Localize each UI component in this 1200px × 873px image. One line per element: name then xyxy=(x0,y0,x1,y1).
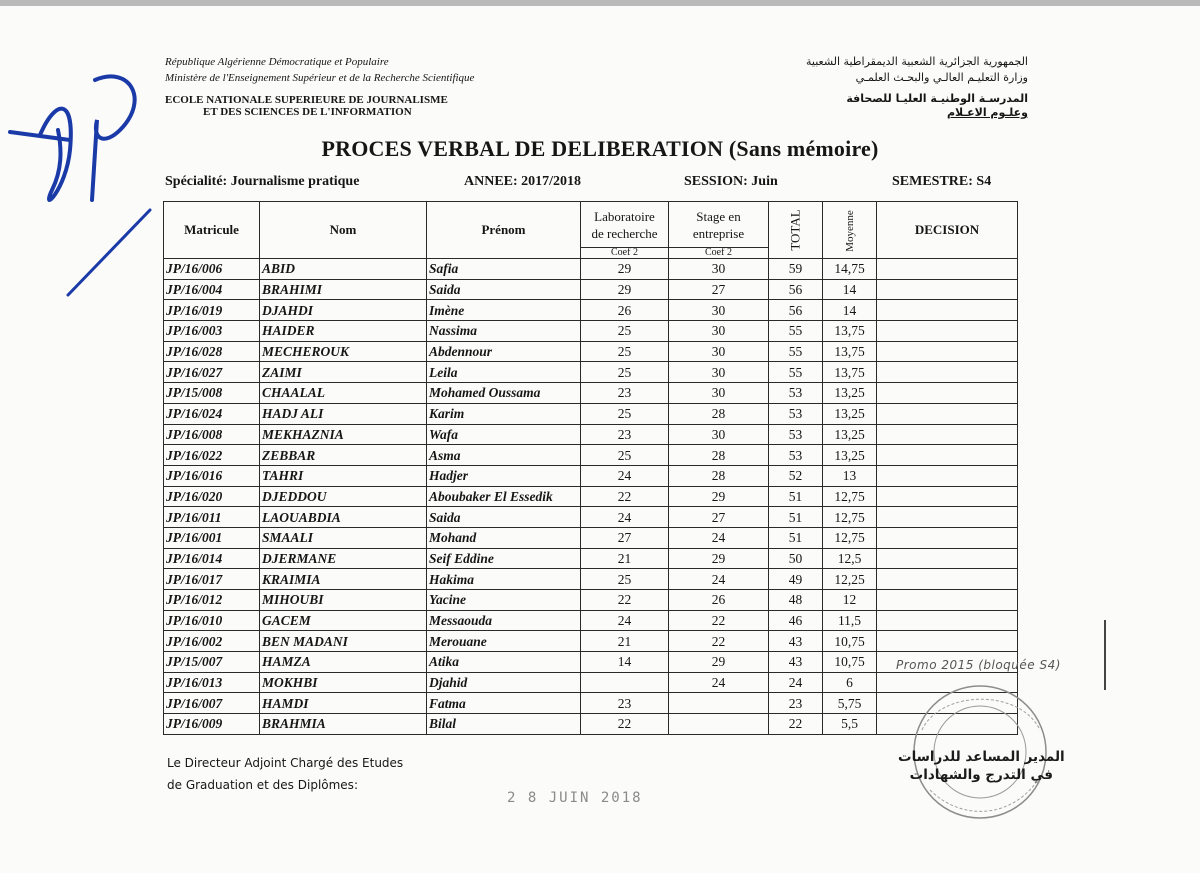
cell-moyenne: 14 xyxy=(823,300,877,321)
cell-labo: 26 xyxy=(581,300,669,321)
cell-total: 51 xyxy=(769,486,823,507)
col-nom: Nom xyxy=(260,202,427,259)
cell-moyenne: 12,25 xyxy=(823,569,877,590)
cell-labo: 29 xyxy=(581,279,669,300)
table-row xyxy=(164,321,1018,342)
school-name xyxy=(165,94,448,118)
cell-nom: MEKHAZNIA xyxy=(260,424,427,445)
cell-labo xyxy=(581,672,669,693)
table-row xyxy=(164,527,1018,548)
cell-stage: 24 xyxy=(669,672,769,693)
cell-matricule: JP/16/007 xyxy=(164,693,260,714)
cell-prenom: Abdennour xyxy=(427,341,581,362)
cell-moyenne: 10,75 xyxy=(823,652,877,673)
cell-prenom: Safia xyxy=(427,259,581,280)
cell-prenom: Atika xyxy=(427,652,581,673)
cell-matricule: JP/16/003 xyxy=(164,321,260,342)
footer-line-1: Le Directeur Adjoint Chargé des Etudes xyxy=(167,756,404,770)
cell-prenom: Seif Eddine xyxy=(427,548,581,569)
cell-matricule: JP/16/020 xyxy=(164,486,260,507)
cell-prenom: Bilal xyxy=(427,714,581,735)
table-row xyxy=(164,714,1018,735)
cell-decision xyxy=(877,548,1018,569)
cell-moyenne: 5,75 xyxy=(823,693,877,714)
signature-ar-line-1: المدير المساعد للدراسات xyxy=(898,749,1065,765)
specialite: Spécialité: Journalisme pratique xyxy=(165,174,360,189)
cell-total: 50 xyxy=(769,548,823,569)
cell-total: 24 xyxy=(769,672,823,693)
cell-stage: 26 xyxy=(669,590,769,611)
cell-stage xyxy=(669,714,769,735)
cell-decision xyxy=(877,321,1018,342)
table-row xyxy=(164,610,1018,631)
cell-nom: GACEM xyxy=(260,610,427,631)
cell-total: 55 xyxy=(769,341,823,362)
cell-labo: 25 xyxy=(581,341,669,362)
cell-stage: 27 xyxy=(669,507,769,528)
session: SESSION: Juin xyxy=(684,174,778,189)
cell-decision xyxy=(877,610,1018,631)
cell-labo: 21 xyxy=(581,548,669,569)
cell-labo: 23 xyxy=(581,693,669,714)
cell-decision xyxy=(877,300,1018,321)
cell-decision xyxy=(877,383,1018,404)
total-header: TOTAL xyxy=(787,209,803,251)
cell-labo: 24 xyxy=(581,465,669,486)
cell-nom: ABID xyxy=(260,259,427,280)
cell-total: 51 xyxy=(769,507,823,528)
cell-stage: 29 xyxy=(669,548,769,569)
labo-header-line-2: de recherche xyxy=(591,226,658,241)
cell-nom: LAOUABDIA xyxy=(260,507,427,528)
cell-prenom: Merouane xyxy=(427,631,581,652)
cell-stage: 22 xyxy=(669,610,769,631)
cell-labo: 21 xyxy=(581,631,669,652)
cell-prenom: Imène xyxy=(427,300,581,321)
cell-stage: 30 xyxy=(669,362,769,383)
cell-nom: CHAALAL xyxy=(260,383,427,404)
scan-top-edge xyxy=(0,0,1200,6)
table-row xyxy=(164,507,1018,528)
cell-matricule: JP/16/022 xyxy=(164,445,260,466)
cell-total: 52 xyxy=(769,465,823,486)
cell-decision xyxy=(877,507,1018,528)
cell-nom: BEN MADANI xyxy=(260,631,427,652)
cell-prenom: Asma xyxy=(427,445,581,466)
republic-line: République Algérienne Démocratique et Populaire xyxy=(165,56,389,68)
cell-stage: 28 xyxy=(669,445,769,466)
cell-matricule: JP/16/013 xyxy=(164,672,260,693)
labo-header-line-1: Laboratoire xyxy=(594,209,655,224)
footer-signatory xyxy=(167,752,403,796)
handwritten-jp-monogram xyxy=(0,40,170,310)
stage-header-line-2: entreprise xyxy=(692,226,745,241)
cell-prenom: Hadjer xyxy=(427,465,581,486)
cell-matricule: JP/16/028 xyxy=(164,341,260,362)
table-header-row xyxy=(164,202,1018,259)
cell-nom: DJAHDI xyxy=(260,300,427,321)
cell-nom: HAIDER xyxy=(260,321,427,342)
cell-matricule: JP/16/016 xyxy=(164,465,260,486)
cell-decision xyxy=(877,527,1018,548)
cell-stage: 29 xyxy=(669,486,769,507)
cell-prenom: Mohamed Oussama xyxy=(427,383,581,404)
cell-total: 53 xyxy=(769,424,823,445)
table-row xyxy=(164,569,1018,590)
cell-stage: 30 xyxy=(669,341,769,362)
semestre: SEMESTRE: S4 xyxy=(892,174,992,189)
cell-stage: 30 xyxy=(669,300,769,321)
cell-labo: 25 xyxy=(581,362,669,383)
cell-matricule: JP/16/019 xyxy=(164,300,260,321)
col-total xyxy=(769,202,823,259)
cell-nom: MIHOUBI xyxy=(260,590,427,611)
cell-total: 56 xyxy=(769,300,823,321)
cell-prenom: Djahid xyxy=(427,672,581,693)
cell-moyenne: 11,5 xyxy=(823,610,877,631)
table-row xyxy=(164,424,1018,445)
table-row xyxy=(164,362,1018,383)
cell-decision xyxy=(877,569,1018,590)
cell-labo: 23 xyxy=(581,424,669,445)
cell-labo: 25 xyxy=(581,569,669,590)
date-stamp: 2 8 JUIN 2018 xyxy=(507,790,643,806)
cell-prenom: Saida xyxy=(427,507,581,528)
school-line-2: ET DES SCIENCES DE L'INFORMATION xyxy=(203,106,412,118)
col-decision: DECISION xyxy=(877,202,1018,259)
table-row xyxy=(164,259,1018,280)
cell-prenom: Fatma xyxy=(427,693,581,714)
table-row xyxy=(164,383,1018,404)
cell-nom: SMAALI xyxy=(260,527,427,548)
cell-total: 51 xyxy=(769,527,823,548)
col-stage xyxy=(669,202,769,259)
cell-stage: 30 xyxy=(669,424,769,445)
school-line-ar-1: المدرسـة الوطنيـة العليـا للصحافة xyxy=(846,92,1028,105)
cell-total: 53 xyxy=(769,403,823,424)
cell-stage: 29 xyxy=(669,652,769,673)
cell-total: 55 xyxy=(769,362,823,383)
signature-ar-line-2: في التدرج والشهادات xyxy=(909,767,1054,783)
table-row xyxy=(164,445,1018,466)
cell-stage: 27 xyxy=(669,279,769,300)
cell-prenom: Leila xyxy=(427,362,581,383)
cell-prenom: Messaouda xyxy=(427,610,581,631)
cell-stage: 30 xyxy=(669,259,769,280)
table-row xyxy=(164,590,1018,611)
cell-stage: 30 xyxy=(669,321,769,342)
cell-matricule: JP/15/007 xyxy=(164,652,260,673)
cell-matricule: JP/16/002 xyxy=(164,631,260,652)
cell-total: 49 xyxy=(769,569,823,590)
cell-total: 22 xyxy=(769,714,823,735)
cell-nom: ZAIMI xyxy=(260,362,427,383)
school-line-1: ECOLE NATIONALE SUPERIEURE DE JOURNALISME xyxy=(165,94,448,106)
cell-moyenne: 12,75 xyxy=(823,507,877,528)
cell-decision xyxy=(877,362,1018,383)
handwritten-note: Promo 2015 (bloquée S4) xyxy=(896,658,1061,672)
table-row xyxy=(164,631,1018,652)
deliberation-table xyxy=(163,201,1018,735)
cell-total: 53 xyxy=(769,445,823,466)
cell-nom: BRAHMIA xyxy=(260,714,427,735)
cell-total: 43 xyxy=(769,631,823,652)
cell-nom: HAMDI xyxy=(260,693,427,714)
cell-matricule: JP/16/004 xyxy=(164,279,260,300)
col-prenom: Prénom xyxy=(427,202,581,259)
cell-total: 59 xyxy=(769,259,823,280)
cell-matricule: JP/16/014 xyxy=(164,548,260,569)
cell-total: 23 xyxy=(769,693,823,714)
col-matricule: Matricule xyxy=(164,202,260,259)
cell-matricule: JP/16/009 xyxy=(164,714,260,735)
cell-stage: 24 xyxy=(669,569,769,590)
cell-stage: 28 xyxy=(669,403,769,424)
cell-labo: 14 xyxy=(581,652,669,673)
cell-decision xyxy=(877,465,1018,486)
cell-matricule: JP/16/011 xyxy=(164,507,260,528)
ministry-line-ar: وزارة التعليـم العالـي والبحـث العلمـي xyxy=(855,71,1028,84)
cell-stage: 22 xyxy=(669,631,769,652)
arabic-signature-block xyxy=(898,748,1065,784)
cell-nom: TAHRI xyxy=(260,465,427,486)
republic-line-ar: الجمهورية الجزائرية الشعبية الديمقراطية الشعبية xyxy=(806,55,1028,68)
footer-line-2: de Graduation et des Diplômes: xyxy=(167,778,358,792)
cell-total: 48 xyxy=(769,590,823,611)
table-row xyxy=(164,486,1018,507)
cell-labo: 25 xyxy=(581,403,669,424)
cell-labo: 22 xyxy=(581,714,669,735)
cell-total: 56 xyxy=(769,279,823,300)
cell-moyenne: 5,5 xyxy=(823,714,877,735)
table-row xyxy=(164,465,1018,486)
cell-labo: 24 xyxy=(581,507,669,528)
cell-total: 43 xyxy=(769,652,823,673)
header-left xyxy=(165,54,474,86)
stage-coef: Coef 2 xyxy=(669,247,768,258)
cell-labo: 22 xyxy=(581,590,669,611)
document-title: PROCES VERBAL DE DELIBERATION (Sans mémoire) xyxy=(321,136,879,161)
annee: ANNEE: 2017/2018 xyxy=(464,174,582,189)
cell-matricule: JP/16/008 xyxy=(164,424,260,445)
table-row xyxy=(164,693,1018,714)
cell-moyenne: 13 xyxy=(823,465,877,486)
cell-moyenne: 13,25 xyxy=(823,445,877,466)
cell-nom: KRAIMIA xyxy=(260,569,427,590)
cell-nom: BRAHIMI xyxy=(260,279,427,300)
cell-prenom: Saida xyxy=(427,279,581,300)
cell-decision xyxy=(877,486,1018,507)
cell-moyenne: 14,75 xyxy=(823,259,877,280)
cell-moyenne: 12,75 xyxy=(823,486,877,507)
cell-moyenne: 13,25 xyxy=(823,424,877,445)
cell-decision xyxy=(877,424,1018,445)
stage-header-line-1: Stage en xyxy=(696,209,741,224)
cell-moyenne: 6 xyxy=(823,672,877,693)
cell-moyenne: 12,75 xyxy=(823,527,877,548)
cell-decision xyxy=(877,403,1018,424)
cell-matricule: JP/16/027 xyxy=(164,362,260,383)
cell-labo: 22 xyxy=(581,486,669,507)
cell-labo: 27 xyxy=(581,527,669,548)
col-laboratoire xyxy=(581,202,669,259)
cell-decision xyxy=(877,341,1018,362)
cell-moyenne: 14 xyxy=(823,279,877,300)
cell-nom: DJERMANE xyxy=(260,548,427,569)
cell-moyenne: 13,75 xyxy=(823,341,877,362)
cell-prenom: Nassima xyxy=(427,321,581,342)
table-row xyxy=(164,279,1018,300)
cell-total: 53 xyxy=(769,383,823,404)
cell-stage: 28 xyxy=(669,465,769,486)
cell-total: 46 xyxy=(769,610,823,631)
table-row xyxy=(164,672,1018,693)
cell-matricule: JP/16/006 xyxy=(164,259,260,280)
cell-prenom: Aboubaker El Essedik xyxy=(427,486,581,507)
cell-prenom: Karim xyxy=(427,403,581,424)
cell-total: 55 xyxy=(769,321,823,342)
cell-matricule: JP/16/024 xyxy=(164,403,260,424)
cell-decision xyxy=(877,631,1018,652)
table-row xyxy=(164,341,1018,362)
cell-labo: 23 xyxy=(581,383,669,404)
table-row xyxy=(164,300,1018,321)
cell-moyenne: 13,25 xyxy=(823,403,877,424)
cell-moyenne: 12,5 xyxy=(823,548,877,569)
cell-nom: HADJ ALI xyxy=(260,403,427,424)
labo-coef: Coef 2 xyxy=(581,247,668,258)
cell-prenom: Wafa xyxy=(427,424,581,445)
cell-nom: MOKHBI xyxy=(260,672,427,693)
table-row xyxy=(164,403,1018,424)
col-moyenne xyxy=(823,202,877,259)
cell-matricule: JP/16/017 xyxy=(164,569,260,590)
cell-matricule: JP/16/012 xyxy=(164,590,260,611)
cell-labo: 25 xyxy=(581,321,669,342)
cell-decision xyxy=(877,445,1018,466)
cell-moyenne: 12 xyxy=(823,590,877,611)
cell-labo: 29 xyxy=(581,259,669,280)
cell-matricule: JP/16/001 xyxy=(164,527,260,548)
cell-moyenne: 10,75 xyxy=(823,631,877,652)
moyenne-header: Moyenne xyxy=(843,210,856,252)
table-row xyxy=(164,548,1018,569)
cell-matricule: JP/16/010 xyxy=(164,610,260,631)
cell-nom: MECHEROUK xyxy=(260,341,427,362)
cell-labo: 25 xyxy=(581,445,669,466)
cell-nom: ZEBBAR xyxy=(260,445,427,466)
cell-stage xyxy=(669,693,769,714)
cell-decision xyxy=(877,279,1018,300)
cell-prenom: Yacine xyxy=(427,590,581,611)
cell-moyenne: 13,75 xyxy=(823,362,877,383)
scan-margin-mark xyxy=(1104,620,1106,690)
cell-moyenne: 13,75 xyxy=(823,321,877,342)
cell-stage: 24 xyxy=(669,527,769,548)
cell-decision xyxy=(877,590,1018,611)
cell-stage: 30 xyxy=(669,383,769,404)
header-right-arabic xyxy=(806,54,1028,120)
cell-labo: 24 xyxy=(581,610,669,631)
cell-prenom: Mohand xyxy=(427,527,581,548)
cell-nom: HAMZA xyxy=(260,652,427,673)
cell-moyenne: 13,25 xyxy=(823,383,877,404)
cell-decision xyxy=(877,259,1018,280)
table-row xyxy=(164,652,1018,673)
cell-matricule: JP/15/008 xyxy=(164,383,260,404)
cell-prenom: Hakima xyxy=(427,569,581,590)
school-line-ar-2: وعلـوم الاعـلام xyxy=(946,106,1028,119)
cell-nom: DJEDDOU xyxy=(260,486,427,507)
ministry-line: Ministère de l'Enseignement Supérieur et de la Recherche Scientifique xyxy=(165,72,475,84)
